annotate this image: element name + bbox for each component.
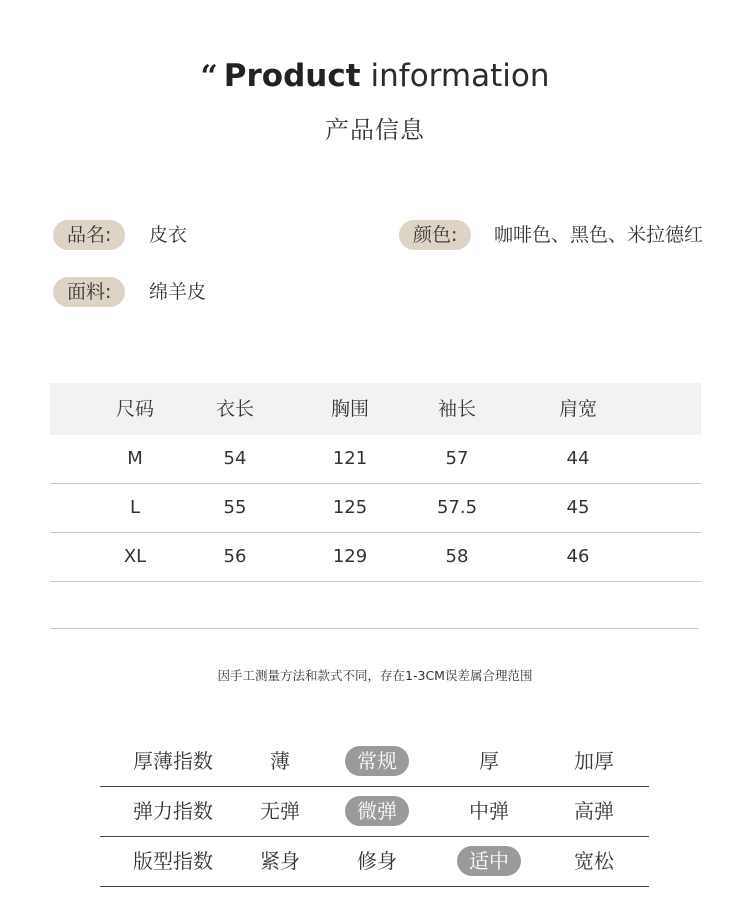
index-label: 弹力指数: [133, 799, 213, 823]
index-option: 紧身: [260, 849, 300, 873]
table-cell: M: [127, 448, 143, 469]
table-cell: 46: [566, 546, 590, 567]
name-value: 皮衣: [149, 224, 188, 246]
index-option-selected: 微弹: [332, 787, 422, 836]
table-cell: 44: [566, 448, 590, 469]
index-option: 高弹: [574, 799, 614, 823]
table-row: [50, 484, 701, 533]
index-option-selected: 适中: [444, 837, 534, 886]
index-label: 版型指数: [133, 849, 213, 873]
fabric-value: 绵羊皮: [149, 281, 207, 303]
column-header-shoulder: 肩宽: [558, 398, 597, 420]
size-table: [50, 383, 701, 582]
column-header-chest: 胸围: [330, 398, 369, 420]
index-row-fit: [100, 837, 649, 887]
title-light: information: [370, 58, 550, 94]
index-option-selected: 常规: [332, 737, 422, 786]
color-value: 咖啡色、黑色、米拉德红: [494, 224, 704, 246]
index-option: 中弹: [469, 799, 509, 823]
name-label-pill: 品名:: [53, 220, 125, 250]
title-bold: Product: [223, 58, 361, 94]
page-title: [0, 58, 750, 94]
index-table: [100, 737, 649, 887]
table-cell: 57: [445, 448, 469, 469]
index-option: 修身: [357, 849, 397, 873]
index-option: 薄: [270, 749, 290, 773]
table-cell: XL: [123, 546, 147, 567]
table-cell: 58: [445, 546, 469, 567]
table-divider: [50, 628, 698, 629]
table-cell: 55: [223, 497, 247, 518]
table-cell: 54: [223, 448, 247, 469]
table-cell: 45: [566, 497, 590, 518]
index-option: 加厚: [574, 749, 614, 773]
color-label-pill: 颜色:: [399, 220, 471, 250]
quote-mark: “: [200, 59, 218, 94]
table-cell: 56: [223, 546, 247, 567]
index-option: 无弹: [260, 799, 300, 823]
size-table-header: [50, 383, 701, 435]
fabric-label-pill: 面料:: [53, 277, 125, 307]
table-cell: 129: [332, 546, 368, 567]
column-header-size: 尺码: [115, 398, 154, 420]
table-row: [50, 435, 701, 484]
index-row-thickness: [100, 737, 649, 787]
table-cell: 57.5: [436, 497, 478, 518]
measurement-note: 因手工测量方法和款式不同，存在1-3CM误差属合理范围: [217, 668, 533, 683]
index-option: 宽松: [574, 849, 614, 873]
index-row-elasticity: [100, 787, 649, 837]
index-option: 厚: [479, 749, 499, 773]
table-cell: 121: [332, 448, 368, 469]
page-subtitle: 产品信息: [325, 116, 425, 144]
column-header-length: 衣长: [215, 398, 254, 420]
table-row: [50, 533, 701, 582]
table-cell: L: [129, 497, 141, 518]
column-header-sleeve: 袖长: [437, 398, 476, 420]
table-cell: 125: [332, 497, 368, 518]
index-label: 厚薄指数: [133, 749, 213, 773]
